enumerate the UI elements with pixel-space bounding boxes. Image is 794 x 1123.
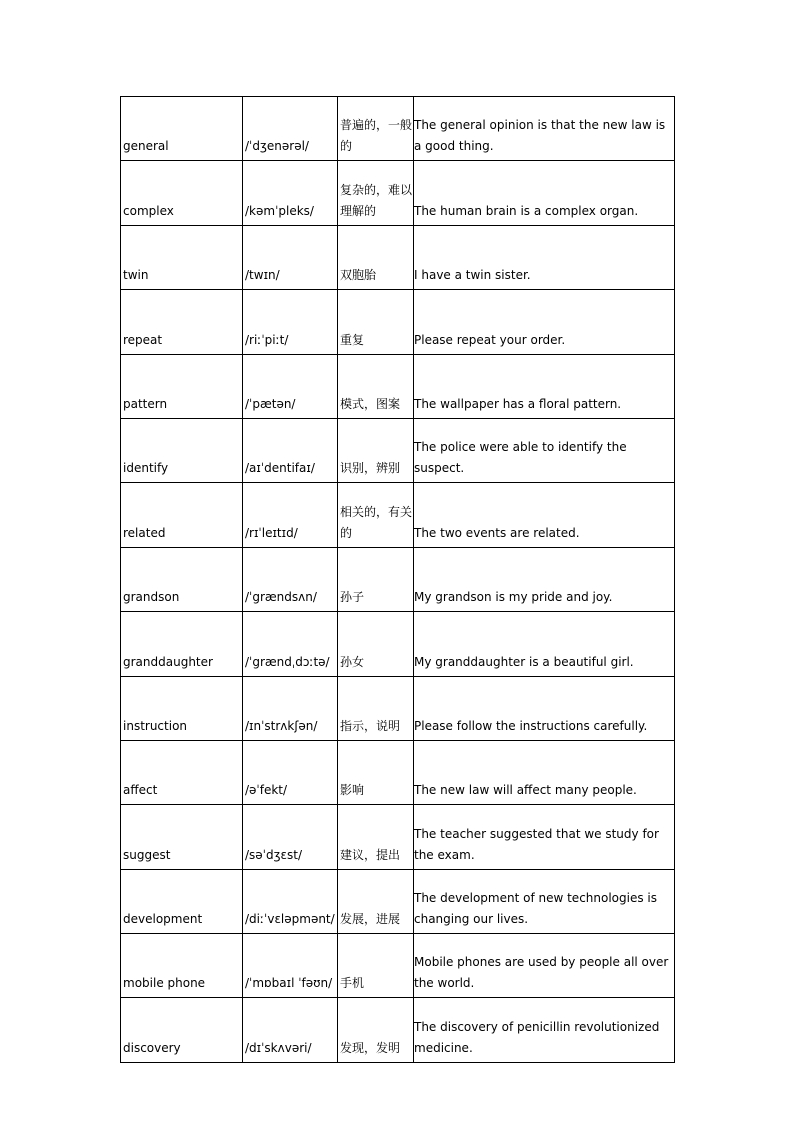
meaning-cell: 发现，发明 — [338, 998, 414, 1062]
table-row — [121, 97, 675, 161]
meaning-cell: 复杂的，难以理解的 — [338, 161, 414, 225]
word-cell: granddaughter — [121, 612, 243, 676]
word-cell: pattern — [121, 354, 243, 418]
word-cell: instruction — [121, 676, 243, 740]
word-cell: repeat — [121, 290, 243, 354]
table-row — [121, 676, 675, 740]
example-sentence-cell: The new law will affect many people. — [414, 740, 675, 804]
example-sentence-cell: Mobile phones are used by people all over the world. — [414, 934, 675, 998]
word-cell: development — [121, 869, 243, 933]
example-sentence-cell: Please follow the instructions carefully. — [414, 676, 675, 740]
word-cell: complex — [121, 161, 243, 225]
vocabulary-table — [120, 96, 675, 1063]
phonetic-cell: /səˈdʒɛst/ — [243, 805, 338, 869]
phonetic-cell: /riːˈpiːt/ — [243, 290, 338, 354]
word-cell: identify — [121, 418, 243, 482]
example-sentence-cell: The discovery of penicillin revolutionized medicine. — [414, 998, 675, 1062]
phonetic-cell: /əˈfekt/ — [243, 740, 338, 804]
word-cell: twin — [121, 225, 243, 289]
vocabulary-table-body — [121, 97, 675, 1063]
table-row — [121, 612, 675, 676]
word-cell: general — [121, 97, 243, 161]
phonetic-cell: /kəmˈpleks/ — [243, 161, 338, 225]
word-cell: related — [121, 483, 243, 547]
meaning-cell: 手机 — [338, 934, 414, 998]
phonetic-cell: /ˈdʒenərəl/ — [243, 97, 338, 161]
table-row — [121, 418, 675, 482]
table-row — [121, 354, 675, 418]
example-sentence-cell: Please repeat your order. — [414, 290, 675, 354]
phonetic-cell: /aɪˈdentifaɪ/ — [243, 418, 338, 482]
meaning-cell: 影响 — [338, 740, 414, 804]
table-row — [121, 805, 675, 869]
phonetic-cell: /ˈgrændˌdɔːtə/ — [243, 612, 338, 676]
phonetic-cell: /ˈmɒbaɪl ˈfəʊn/ — [243, 934, 338, 998]
table-row — [121, 483, 675, 547]
example-sentence-cell: The wallpaper has a floral pattern. — [414, 354, 675, 418]
word-cell: affect — [121, 740, 243, 804]
table-row — [121, 225, 675, 289]
table-row — [121, 934, 675, 998]
phonetic-cell: /dɪˈskʌvəri/ — [243, 998, 338, 1062]
phonetic-cell: /ˈgrændsʌn/ — [243, 547, 338, 611]
phonetic-cell: /rɪˈleɪtɪd/ — [243, 483, 338, 547]
table-row — [121, 161, 675, 225]
table-row — [121, 998, 675, 1062]
word-cell: discovery — [121, 998, 243, 1062]
meaning-cell: 指示，说明 — [338, 676, 414, 740]
meaning-cell: 识别，辨别 — [338, 418, 414, 482]
meaning-cell: 发展，进展 — [338, 869, 414, 933]
example-sentence-cell: My grandson is my pride and joy. — [414, 547, 675, 611]
meaning-cell: 普遍的，一般的 — [338, 97, 414, 161]
phonetic-cell: /ˈpætən/ — [243, 354, 338, 418]
table-row — [121, 869, 675, 933]
phonetic-cell: /ɪnˈstrʌkʃən/ — [243, 676, 338, 740]
word-cell: suggest — [121, 805, 243, 869]
meaning-cell: 重复 — [338, 290, 414, 354]
example-sentence-cell: The human brain is a complex organ. — [414, 161, 675, 225]
word-cell: grandson — [121, 547, 243, 611]
table-row — [121, 547, 675, 611]
example-sentence-cell: I have a twin sister. — [414, 225, 675, 289]
example-sentence-cell: My granddaughter is a beautiful girl. — [414, 612, 675, 676]
example-sentence-cell: The police were able to identify the suspect. — [414, 418, 675, 482]
meaning-cell: 建议，提出 — [338, 805, 414, 869]
phonetic-cell: /diːˈvɛləpmənt/ — [243, 869, 338, 933]
example-sentence-cell: The two events are related. — [414, 483, 675, 547]
example-sentence-cell: The general opinion is that the new law is a good thing. — [414, 97, 675, 161]
table-row — [121, 740, 675, 804]
example-sentence-cell: The development of new technologies is changing our lives. — [414, 869, 675, 933]
phonetic-cell: /twɪn/ — [243, 225, 338, 289]
meaning-cell: 双胞胎 — [338, 225, 414, 289]
table-row — [121, 290, 675, 354]
meaning-cell: 相关的，有关的 — [338, 483, 414, 547]
meaning-cell: 孙女 — [338, 612, 414, 676]
example-sentence-cell: The teacher suggested that we study for the exam. — [414, 805, 675, 869]
meaning-cell: 孙子 — [338, 547, 414, 611]
word-cell: mobile phone — [121, 934, 243, 998]
meaning-cell: 模式，图案 — [338, 354, 414, 418]
